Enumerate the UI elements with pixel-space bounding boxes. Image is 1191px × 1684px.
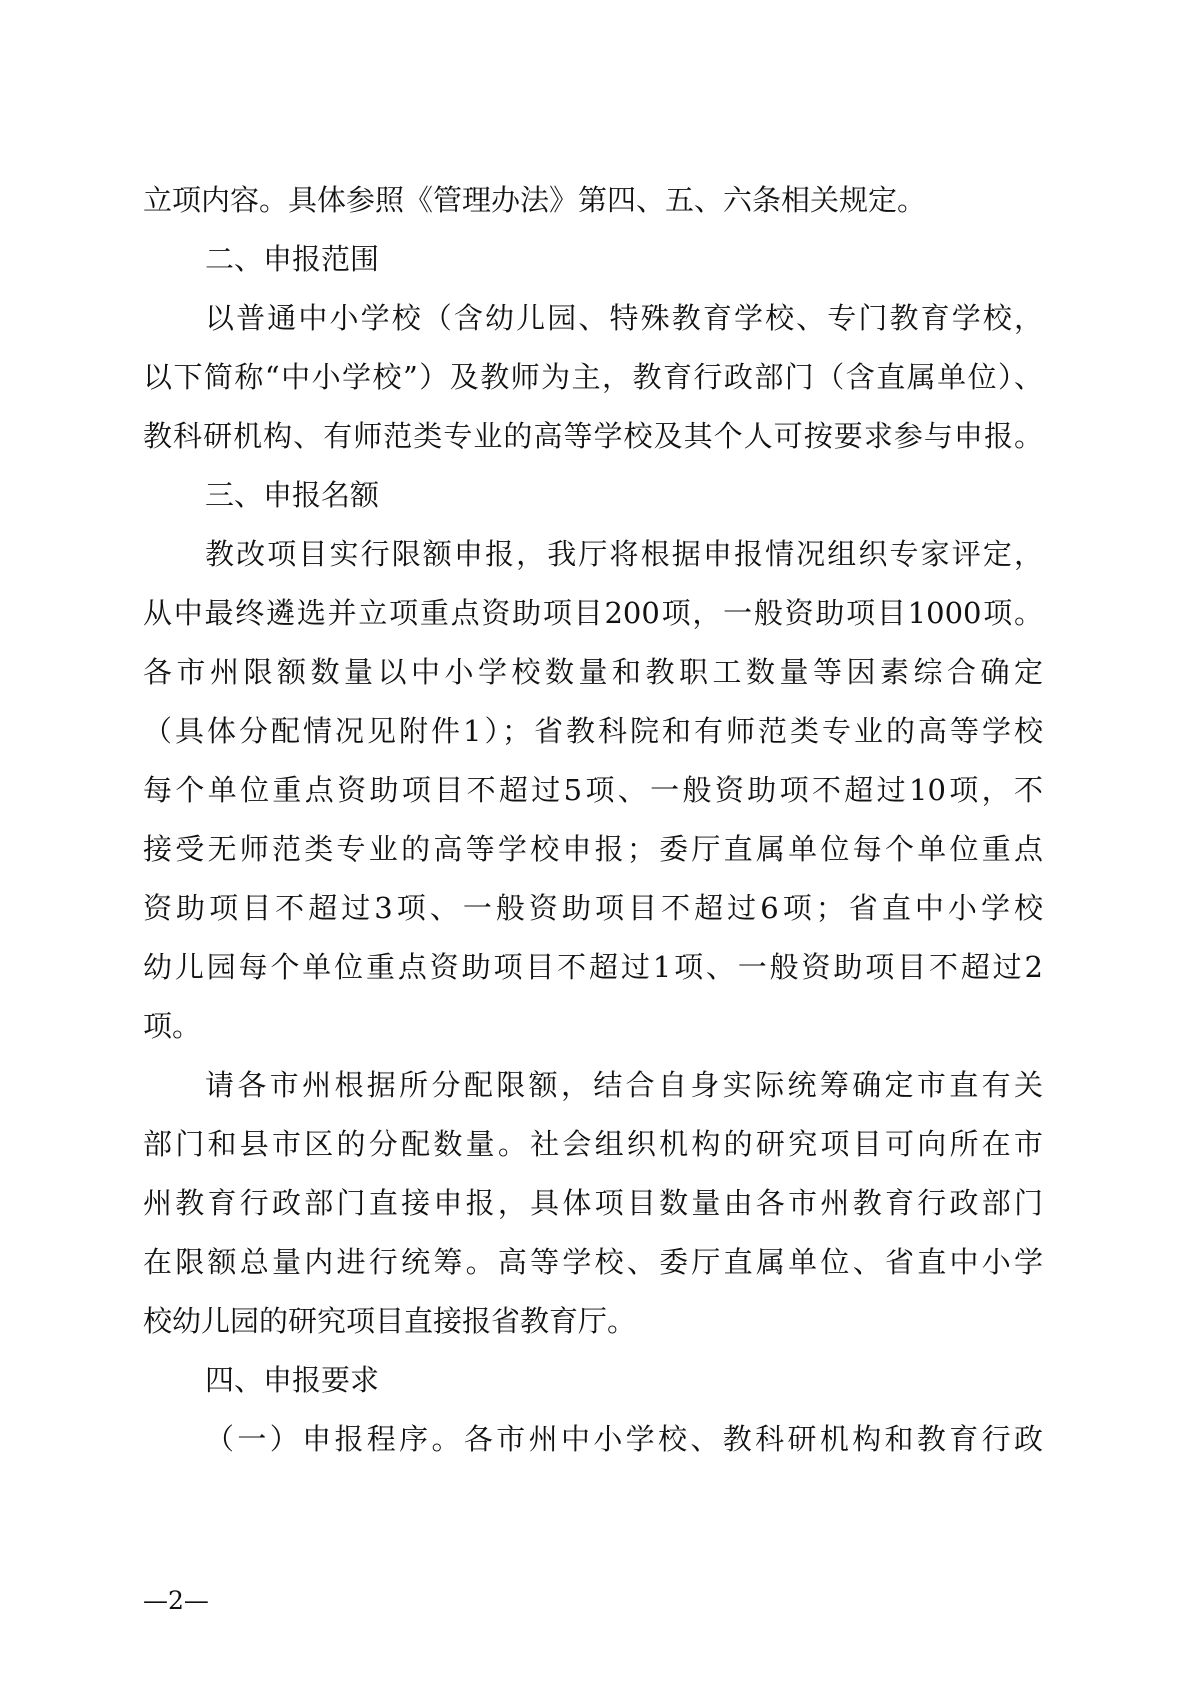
- body-line: 立项内容。具体参照《管理办法》第四、五、六条相关规定。: [143, 183, 927, 217]
- document-body: [143, 183, 1043, 1484]
- body-line: 以下简称“中小学校”）及教师为主，教育行政部门（含直属单位）、: [143, 360, 1043, 394]
- body-line: 资助项目不超过3项、一般资助项目不超过6项；省直中小学校: [143, 891, 1043, 925]
- body-line: 幼儿园每个单位重点资助项目不超过1项、一般资助项目不超过2: [143, 950, 1043, 984]
- body-line: 项。: [143, 1009, 202, 1043]
- body-line: （一）申报程序。各市州中小学校、教科研机构和教育行政: [205, 1422, 1043, 1456]
- section-heading-scope: 二、申报范围: [205, 242, 380, 276]
- body-line: （具体分配情况见附件1）；省教科院和有师范类专业的高等学校: [143, 714, 1043, 748]
- body-line: 教科研机构、有师范类专业的高等学校及其个人可按要求参与申报。: [143, 419, 1043, 453]
- body-line: 教改项目实行限额申报，我厅将根据申报情况组织专家评定，: [205, 537, 1043, 571]
- body-line: 各市州限额数量以中小学校数量和教职工数量等因素综合确定: [143, 655, 1043, 689]
- body-line: 校幼儿园的研究项目直接报省教育厅。: [143, 1304, 637, 1338]
- body-line: 接受无师范类专业的高等学校申报；委厅直属单位每个单位重点: [143, 832, 1043, 866]
- section-heading-quota: 三、申报名额: [205, 478, 380, 512]
- body-line: 从中最终遴选并立项重点资助项目200项，一般资助项目1000项。: [143, 596, 1043, 630]
- section-heading-requirements: 四、申报要求: [205, 1363, 380, 1397]
- body-line: 请各市州根据所分配限额，结合自身实际统筹确定市直有关: [205, 1068, 1043, 1102]
- body-line: 部门和县市区的分配数量。社会组织机构的研究项目可向所在市: [143, 1127, 1043, 1161]
- body-line: 在限额总量内进行统筹。高等学校、委厅直属单位、省直中小学: [143, 1245, 1043, 1279]
- body-line: 每个单位重点资助项目不超过5项、一般资助项不超过10项，不: [143, 773, 1043, 807]
- body-line: 州教育行政部门直接申报，具体项目数量由各市州教育行政部门: [143, 1186, 1043, 1220]
- body-line: 以普通中小学校（含幼儿园、特殊教育学校、专门教育学校，: [205, 301, 1043, 335]
- page-number: —2—: [143, 1586, 209, 1615]
